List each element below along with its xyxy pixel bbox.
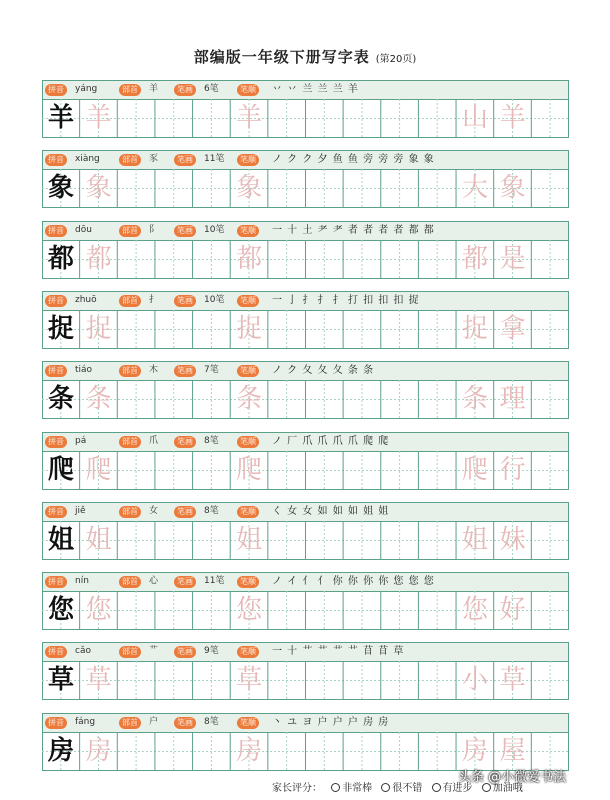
stroke-order-badge: 笔顺 [237, 436, 259, 448]
pinyin-badge: 拼音 [45, 154, 67, 166]
entry-info-bar [42, 713, 569, 732]
model-character: 条 [47, 384, 74, 415]
stroke-count-badge: 笔画 [174, 717, 196, 729]
trace-character: 都 [236, 243, 263, 274]
example-word-char: 您 [462, 595, 489, 626]
character-entry [42, 221, 569, 279]
stroke-count-value: 6笔 [204, 84, 219, 94]
stroke-count-value: 8笔 [204, 716, 219, 727]
pinyin-value: jiě [75, 505, 86, 516]
pinyin-badge: 拼音 [45, 646, 67, 658]
trace-character: 都 [85, 243, 112, 274]
stroke-order-badge: 笔顺 [237, 295, 259, 307]
pinyin-value: dōu [75, 224, 92, 235]
pinyin-badge: 拼音 [45, 436, 67, 448]
example-word-char: 是 [499, 243, 526, 274]
pinyin-value: zhuō [75, 294, 97, 305]
pinyin-value: nín [75, 576, 89, 587]
model-character: 捉 [47, 313, 74, 344]
stroke-count-value: 8笔 [204, 435, 219, 446]
stroke-count-badge: 笔画 [174, 295, 196, 307]
radical-value: 艹 [149, 646, 159, 657]
model-character: 都 [47, 243, 74, 274]
stroke-count-value: 10笔 [204, 294, 225, 305]
trace-character: 草 [85, 665, 112, 696]
radical-badge: 部首 [119, 84, 141, 96]
radical-value: 爪 [149, 435, 159, 446]
model-character: 象 [47, 173, 74, 204]
stroke-order-badge: 笔顺 [237, 717, 259, 729]
radical-badge: 部首 [119, 717, 141, 729]
example-word-char: 理 [499, 384, 526, 415]
entry-info-bar [42, 150, 569, 169]
trace-character: 羊 [85, 103, 112, 133]
stroke-count-badge: 笔画 [174, 576, 196, 588]
stroke-order-sequence: ノ ク 夂 夂 夂 条 条 [272, 365, 375, 377]
trace-character: 羊 [236, 103, 263, 133]
rating-label: 家长评分： [272, 783, 322, 794]
stroke-count-badge: 笔画 [174, 506, 196, 518]
radical-value: 羊 [149, 84, 159, 94]
character-entry [42, 642, 569, 700]
stroke-order-badge: 笔顺 [237, 225, 259, 237]
example-word-char: 好 [499, 595, 526, 626]
trace-character: 爬 [236, 454, 263, 485]
character-entry [42, 502, 569, 560]
radical-value: 心 [149, 576, 159, 587]
radical-value: 扌 [149, 294, 159, 305]
pinyin-badge: 拼音 [45, 225, 67, 237]
pinyin-value: tiáo [75, 365, 93, 376]
stroke-order-sequence: 丷 丷 兰 兰 兰 羊 [272, 84, 359, 95]
example-word-char: 房 [462, 735, 489, 766]
title-text: 部编版一年级下册写字表 [193, 48, 370, 66]
trace-character: 草 [236, 665, 263, 696]
stroke-count-value: 9笔 [204, 646, 219, 657]
pinyin-value: cǎo [75, 646, 91, 657]
radical-badge: 部首 [119, 506, 141, 518]
pinyin-value: xiàng [75, 154, 100, 165]
page-note: (第20页) [375, 54, 417, 65]
radical-badge: 部首 [119, 365, 141, 377]
radio-circle-icon[interactable] [331, 783, 340, 792]
pinyin-badge: 拼音 [45, 84, 67, 96]
character-entry [42, 150, 569, 208]
stroke-count-value: 7笔 [204, 365, 219, 376]
rating-option-3[interactable]: 有进步 [432, 783, 473, 794]
stroke-count-badge: 笔画 [174, 646, 196, 658]
stroke-count-badge: 笔画 [174, 154, 196, 166]
pinyin-badge: 拼音 [45, 365, 67, 377]
model-character: 爬 [47, 454, 74, 485]
page-title [0, 46, 610, 67]
example-word-char: 妹 [499, 524, 526, 555]
example-word-char: 屋 [499, 735, 526, 766]
stroke-order-sequence: 丶 ユ ヨ 户 户 户 房 房 [272, 716, 390, 728]
trace-character: 捉 [236, 313, 263, 344]
stroke-order-sequence: ノ 厂 爪 爪 爪 爪 爬 爬 [272, 435, 390, 447]
stroke-count-badge: 笔画 [174, 84, 196, 96]
stroke-order-badge: 笔顺 [237, 646, 259, 658]
entry-info-bar [42, 361, 569, 380]
stroke-count-value: 11笔 [204, 576, 225, 587]
pinyin-value: yáng [75, 84, 98, 94]
stroke-count-value: 10笔 [204, 224, 225, 235]
entry-info-bar [42, 642, 569, 661]
model-character: 姐 [47, 524, 74, 555]
entry-info-bar [42, 221, 569, 240]
trace-character: 条 [236, 384, 263, 415]
trace-character: 您 [236, 595, 263, 626]
trace-character: 您 [85, 595, 112, 626]
example-word-char: 拿 [499, 313, 526, 344]
entry-info-bar [42, 572, 569, 591]
stroke-order-sequence: ノ イ 亻 亻 你 你 你 你 您 您 您 [272, 576, 435, 588]
pinyin-badge: 拼音 [45, 717, 67, 729]
radical-badge: 部首 [119, 295, 141, 307]
character-entry [42, 713, 569, 771]
radical-badge: 部首 [119, 154, 141, 166]
stroke-order-badge: 笔顺 [237, 506, 259, 518]
stroke-order-sequence: 一 亅 扌 扌 扌 打 扣 扣 扣 捉 [272, 294, 420, 306]
example-word-char: 草 [499, 665, 526, 696]
entry-info-bar [42, 80, 569, 99]
radical-value: 阝 [149, 224, 159, 235]
example-word-char: 姐 [462, 524, 489, 555]
character-entry [42, 432, 569, 490]
trace-character: 姐 [236, 524, 263, 555]
rating-option-4[interactable]: 加油哦 [482, 783, 523, 794]
model-character: 房 [47, 735, 74, 766]
example-word-char: 大 [462, 173, 489, 204]
watermark: 头条 @小微爱书法 [458, 770, 567, 785]
pinyin-badge: 拼音 [45, 576, 67, 588]
stroke-count-badge: 笔画 [174, 365, 196, 377]
example-word-char: 羊 [499, 103, 526, 133]
radical-value: 豕 [149, 154, 159, 165]
radio-circle-icon[interactable] [381, 783, 390, 792]
example-word-char: 都 [462, 243, 489, 274]
entry-info-bar [42, 291, 569, 310]
stroke-count-value: 11笔 [204, 154, 225, 165]
radical-badge: 部首 [119, 225, 141, 237]
example-word-char: 象 [499, 173, 526, 204]
trace-character: 象 [85, 173, 112, 204]
rating-option-1[interactable]: 非常棒 [331, 783, 372, 794]
model-character: 羊 [47, 103, 74, 133]
trace-character: 象 [236, 173, 263, 204]
trace-character: 捉 [85, 313, 112, 344]
stroke-order-badge: 笔顺 [237, 365, 259, 377]
example-word-char: 小 [462, 665, 489, 696]
entry-info-bar [42, 432, 569, 451]
stroke-order-sequence: 一 十 土 耂 耂 者 者 者 者 都 都 [272, 224, 435, 236]
stroke-order-sequence: ノ ク ク 夕 鱼 鱼 旁 旁 旁 象 象 [272, 154, 435, 166]
pinyin-value: fáng [75, 716, 96, 727]
trace-character: 房 [236, 735, 263, 766]
example-word-char: 行 [499, 454, 526, 485]
character-entry [42, 80, 569, 138]
radio-circle-icon[interactable] [432, 783, 441, 792]
radical-value: 木 [149, 365, 159, 376]
pinyin-value: pá [75, 435, 87, 446]
example-word-char: 山 [462, 103, 489, 133]
example-word-char: 捉 [462, 313, 489, 344]
rating-option-2[interactable]: 很不错 [381, 783, 422, 794]
trace-character: 姐 [85, 524, 112, 555]
character-entry [42, 291, 569, 349]
stroke-count-value: 8笔 [204, 505, 219, 516]
character-entry [42, 572, 569, 630]
stroke-order-sequence: く 女 女 如 如 如 姐 姐 [272, 505, 390, 517]
trace-character: 条 [85, 384, 112, 415]
stroke-order-badge: 笔顺 [237, 154, 259, 166]
radical-value: 女 [149, 505, 159, 516]
stroke-order-badge: 笔顺 [237, 576, 259, 588]
character-entry [42, 361, 569, 419]
stroke-order-sequence: 一 十 艹 艹 艹 艹 苜 苜 草 [272, 646, 405, 658]
radical-badge: 部首 [119, 436, 141, 448]
stroke-count-badge: 笔画 [174, 225, 196, 237]
pinyin-badge: 拼音 [45, 506, 67, 518]
stroke-count-badge: 笔画 [174, 436, 196, 448]
radical-badge: 部首 [119, 646, 141, 658]
example-word-char: 条 [462, 384, 489, 415]
stroke-order-badge: 笔顺 [237, 84, 259, 96]
trace-character: 爬 [85, 454, 112, 485]
radical-badge: 部首 [119, 576, 141, 588]
trace-character: 房 [85, 735, 112, 766]
radical-value: 户 [149, 716, 159, 727]
model-character: 草 [47, 665, 74, 696]
entry-info-bar [42, 502, 569, 521]
model-character: 您 [47, 595, 74, 626]
example-word-char: 爬 [462, 454, 489, 485]
pinyin-badge: 拼音 [45, 295, 67, 307]
